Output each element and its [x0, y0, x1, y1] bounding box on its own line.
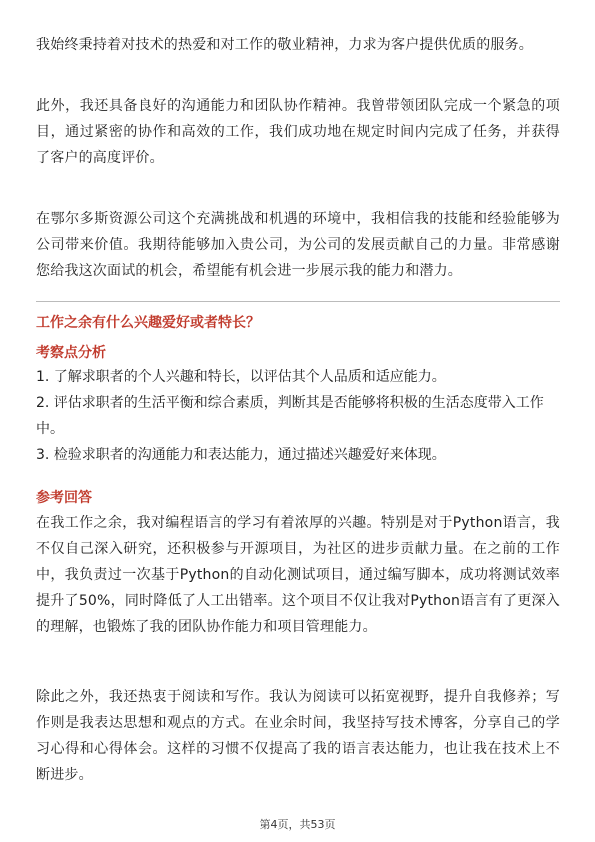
analysis-heading: 考察点分析: [36, 345, 106, 361]
analysis-item: 3. 检验求职者的沟通能力和表达能力，通过描述兴趣爱好来体现。: [36, 447, 446, 463]
answer-paragraph: 在我工作之余，我对编程语言的学习有着浓厚的兴趣。特别是对于Python语言，我不仅自己深入研究，还积极参与开源项目，为社区的进步贡献力量。在之前的工作中，我负责过一次基于Python的自动化测试项目，通过编写脚本，成功将测试效率提升了50%，同时降低了人工出错率。这个项目不仅让我对Python语言有了更深入的理解，也锻炼了我的团队协作能力和项目管理能力。: [36, 515, 560, 635]
analysis-item: 1. 了解求职者的个人兴趣和特长，以评估其个人品质和适应能力。: [36, 369, 446, 385]
question-title: 工作之余有什么兴趣爱好或者特长？: [36, 315, 260, 331]
analysis-list: [36, 364, 560, 468]
analysis-item: 2. 评估求职者的生活平衡和综合素质，判断其是否能够将积极的生活态度带入工作中。: [36, 395, 544, 437]
answer-paragraph: 除此之外，我还热衷于阅读和写作。我认为阅读可以拓宽视野，提升自我修养；写作则是我表达思想和观点的方式。在业余时间，我坚持写技术博客，分享自己的学习心得和心得体会。这样的习惯不仅提高了我的语言表达能力，也让我在技术上不断进步。: [36, 689, 560, 783]
intro-paragraph: 我始终秉持着对技术的热爱和对工作的敬业精神，力求为客户提供优质的服务。: [36, 37, 533, 53]
answer-heading: 参考回答: [36, 490, 92, 506]
page-number: 第4页，共53页: [259, 818, 336, 831]
closing-paragraph: 在鄂尔多斯资源公司这个充满挑战和机遇的环境中，我相信我的技能和经验能够为公司带来价值。我期待能够加入贵公司，为公司的发展贡献自己的力量。非常感谢您给我这次面试的机会，希望能有机会进一步展示我的能力和潜力。: [36, 211, 560, 279]
section-divider: [36, 301, 560, 302]
teamwork-paragraph: 此外，我还具备良好的沟通能力和团队协作精神。我曾带领团队完成一个紧急的项目，通过紧密的协作和高效的工作，我们成功地在规定时间内完成了任务，并获得了客户的高度评价。: [36, 98, 560, 166]
